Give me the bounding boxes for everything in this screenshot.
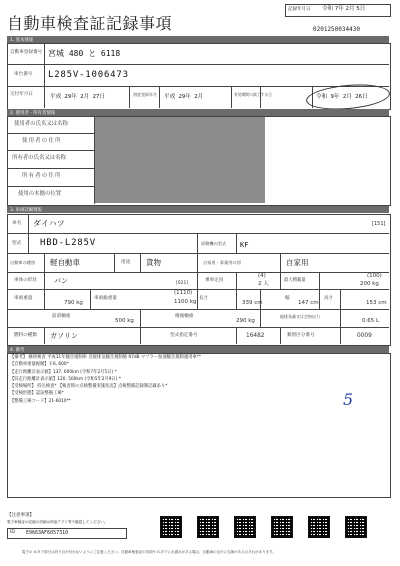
length-value: 339 cm <box>242 300 263 306</box>
footer-note-heading: 【注意事項】 <box>7 513 34 518</box>
user-name-label: 使用者の氏名又は名称 <box>14 121 68 127</box>
maker-code: [151] <box>372 221 386 227</box>
remarks-line: 【整備工場コード】21-6010** <box>10 398 71 404</box>
maker-value: ダイハツ <box>33 219 65 228</box>
footer-note-box <box>7 514 147 544</box>
purpose-label: 自家用・事業用の別 <box>203 260 241 265</box>
use-value: 貨物 <box>146 258 161 267</box>
kind-value: 軽自動車 <box>50 258 80 267</box>
capacity-value: 2 人 <box>258 281 269 287</box>
issued-box <box>285 4 391 17</box>
load-value: 200 kg <box>360 281 379 287</box>
issued-label: 記録年月日 <box>288 7 311 12</box>
capacity-sub: (4) <box>258 273 266 279</box>
record-id-value: E9663AF6057310 <box>26 530 69 536</box>
class-value: 0009 <box>357 333 372 339</box>
bottom-notice: 電子の ICタグ部分は折り目が付かないようにご注意ください。自動車検査証の券面や ICタグに水濡れがある場合、自動車の走行に支障があるおそれがあります。 <box>22 550 276 554</box>
fuel-label: 燃料の種類 <box>14 333 37 338</box>
remarks-line: 【備考】 継続検査 平成11年騒音規制車 近接排気騒音規制値 97dB マフラー加速騒音規制適用車** <box>10 355 202 360</box>
capacity-label: 乗車定員 <box>205 278 224 283</box>
height-value: 153 cm <box>366 300 387 306</box>
remarks-lines <box>10 356 386 407</box>
redacted-owner-info <box>95 117 265 203</box>
document-number: 0201250034430 <box>313 26 360 33</box>
engine-type-label: 原動機の型式 <box>201 241 227 246</box>
type-cert-value: 16482 <box>246 333 265 339</box>
shape-label: 車体の形状 <box>14 278 37 283</box>
section-vehicle: 3. 車両詳細情報 <box>7 206 389 213</box>
weight-label: 車両重量 <box>14 296 33 301</box>
kind-label: 自動車の種別 <box>10 260 36 265</box>
front-axle-label: 前前軸重 <box>52 314 71 319</box>
displacement-label: 総排気量又は定格出力 <box>280 314 320 319</box>
issued-date: 令和 7年 2月 5日 <box>322 6 366 12</box>
chassis-number-label: 車台番号 <box>14 72 33 77</box>
engine-type-value: KF <box>240 241 249 249</box>
remarks-line: 【自動車重量税額】￥6, 600* <box>10 362 69 368</box>
shape-value: バン <box>54 277 68 285</box>
width-label: 幅 <box>285 296 290 301</box>
length-label: 長さ <box>199 296 209 301</box>
document-title: 自動車検査証記録事項 <box>7 14 173 33</box>
displacement-value: 0.65 L <box>362 318 380 324</box>
model-label: 型式 <box>12 241 22 246</box>
footer-note-text: 電子車検証の記録の詳細は別途アプリ等で確認してください。 <box>7 520 108 524</box>
record-id-label: ID <box>10 530 15 535</box>
shape-code: [021] <box>176 281 189 286</box>
qr-code-6 <box>345 516 367 538</box>
owner-address-label: 所有者の住所 <box>22 173 62 179</box>
base-location-label: 使用の本拠の位置 <box>18 191 62 197</box>
chassis-number-value: L285V-1006473 <box>48 70 129 80</box>
qr-code-3 <box>234 516 256 538</box>
front-axle-value: 500 kg <box>115 318 134 324</box>
fuel-value: ガソリン <box>50 332 78 340</box>
section-owner: 2. 使用者・所有者情報 <box>7 109 389 116</box>
purpose-value: 自家用 <box>286 258 309 267</box>
model-value: HBD-L285V <box>40 238 96 248</box>
first-reg-value: 平成 29年 2月 <box>164 94 204 100</box>
issue-date-value: 平成 29年 2月 27日 <box>50 94 105 100</box>
handwritten-annotation: 5 <box>343 390 354 409</box>
class-label: 類別区分番号 <box>287 333 315 338</box>
rear-axle-value: 290 kg <box>236 318 255 324</box>
record-id-box <box>7 528 127 539</box>
weight-value: 790 kg <box>64 300 83 306</box>
gross-weight-sub: (1110) <box>174 290 193 296</box>
remarks-line: 【受検形態】認証整備工場* <box>10 391 64 397</box>
height-label: 高さ <box>324 296 334 301</box>
user-address-label: 使用者の住所 <box>22 138 62 144</box>
maker-label: 車名 <box>12 221 22 226</box>
qr-code-1 <box>160 516 182 538</box>
section-basic: 1. 基本情報 <box>7 36 389 43</box>
expiry-value: 令和 9年 2月 26日 <box>316 94 368 100</box>
width-value: 147 cm <box>298 300 319 306</box>
type-cert-label: 型式指定番号 <box>170 333 198 338</box>
reg-number-value: 宮城 480 と 6118 <box>48 49 121 58</box>
reg-number-label: 自動車登録番号 <box>10 50 43 55</box>
issue-date-label: 交付年月日 <box>10 92 33 97</box>
expiry-label: 有効期間の満了する日 <box>234 92 272 97</box>
gross-weight-value: 1100 kg <box>174 299 197 305</box>
qr-code-4 <box>271 516 293 538</box>
load-label: 最大積載量 <box>284 278 306 283</box>
remarks-line: 【旧走行距離計表示値】120, 500km (令和5年2月9日) * <box>10 376 121 382</box>
qr-code-2 <box>197 516 219 538</box>
gross-weight-label: 車両総重量 <box>94 296 117 301</box>
first-reg-label: 初度登録年月 <box>133 92 157 97</box>
remarks-line: 【走行距離計表示値】137, 600km (令和7年2月5日) * <box>10 369 117 375</box>
owner-name-label: 所有者の氏名又は名称 <box>12 155 66 161</box>
qr-code-5 <box>308 516 330 538</box>
remarks-line: 【受検場所】 持込検査* 【検査時の点検整備実施状況】点検整備記録簿記載あり* <box>10 384 168 390</box>
section-remarks: 4. 備考 <box>7 346 389 353</box>
load-sub: (100) <box>367 273 382 279</box>
rear-axle-label: 後後軸重 <box>175 314 194 319</box>
use-label: 用途 <box>121 260 131 265</box>
